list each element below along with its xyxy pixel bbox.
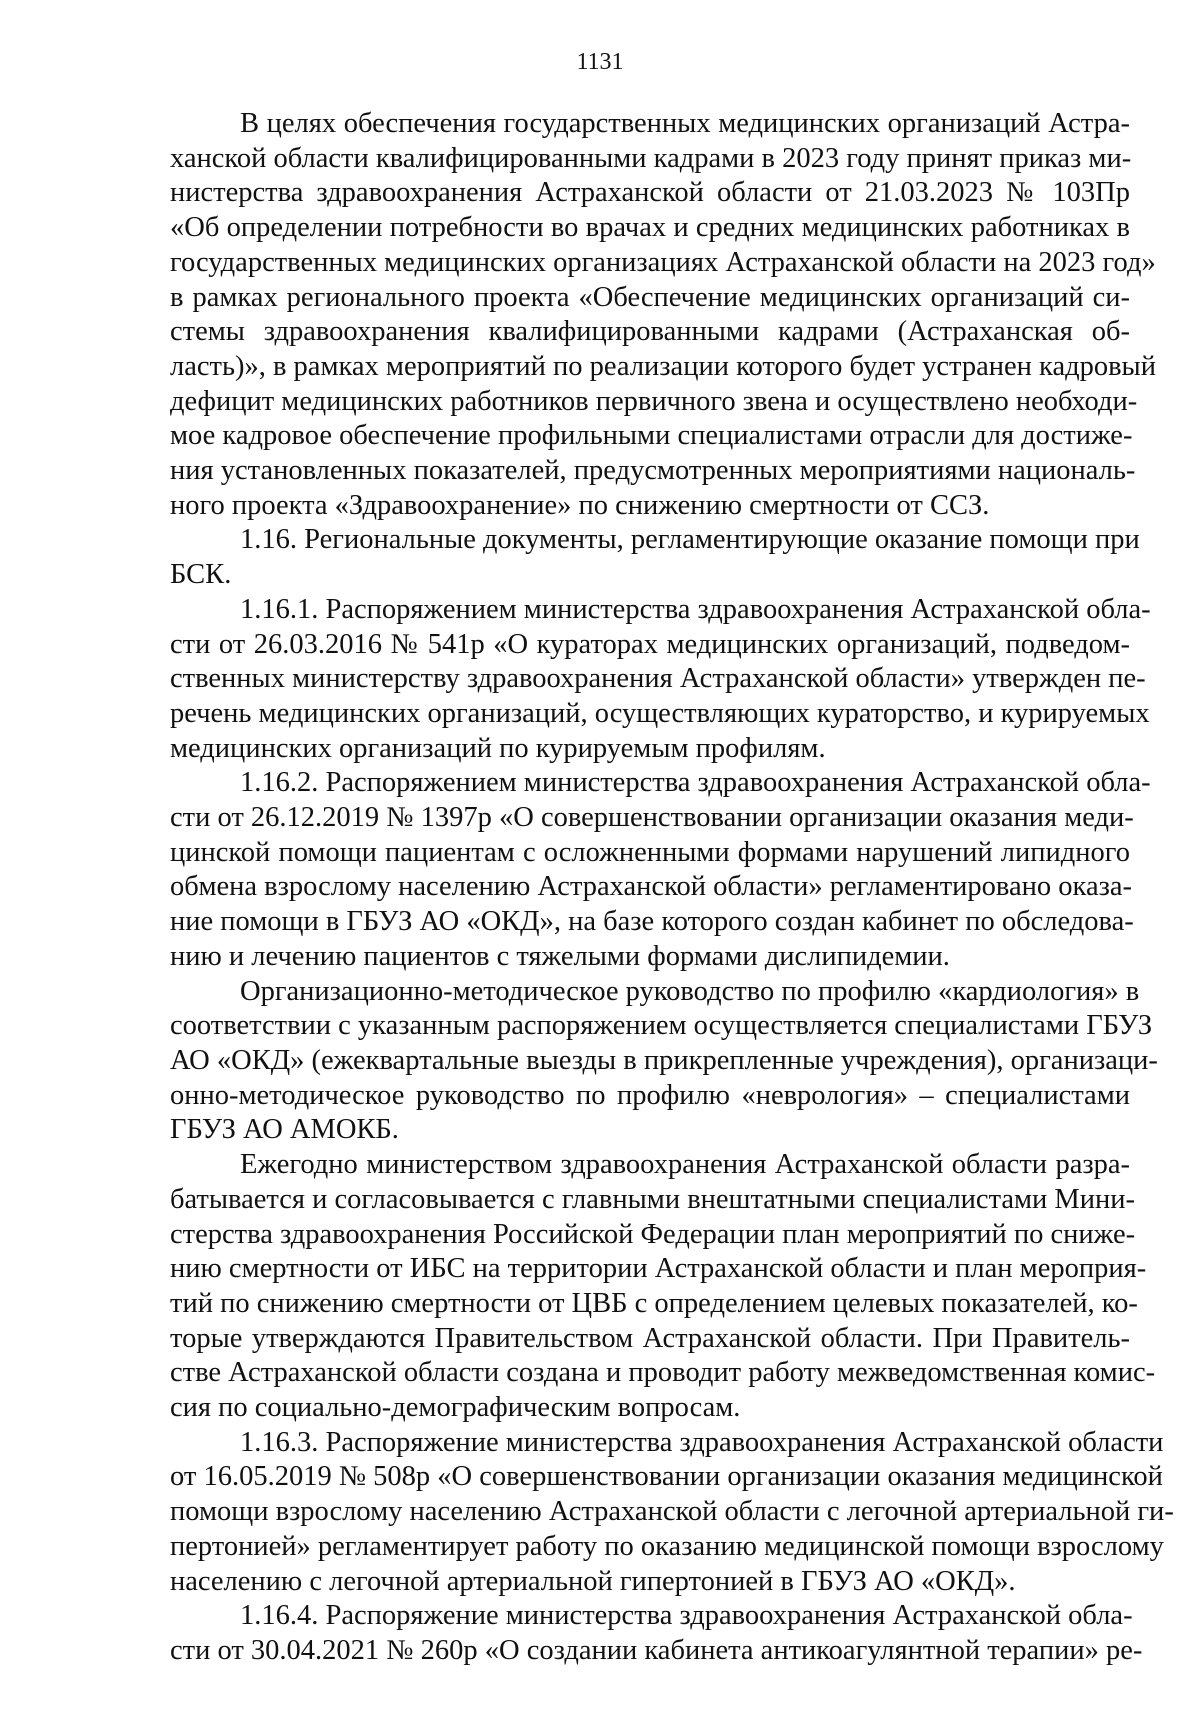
text-line: 1.16. Региональные документы, регламентирующие оказание помощи при (240, 524, 1140, 556)
text-line: дефицит медицинских работников первичного звена и осуществлено необходи- (170, 385, 1138, 417)
text-line: ГБУЗ АО АМОКБ. (170, 1114, 399, 1146)
text-line: Ежегодно министерством здравоохранения Астраханской области разра- (240, 1149, 1130, 1181)
text-line: от 16.05.2019 № 508р «О совершенствовании организации оказания медицинской (170, 1461, 1163, 1493)
text-line: сти от 30.04.2021 № 260р «О создании кабинета антикоагулянтной терапии» ре- (170, 1634, 1143, 1666)
text-line: стве Астраханской области создана и проводит работу межведомственная комис- (170, 1357, 1156, 1389)
text-line: нистерства здравоохранения Астраханской области от 21.03.2023 № 103Пр (170, 177, 1130, 209)
text-line: сти от 26.03.2016 № 541р «О кураторах медицинских организаций, подведом- (170, 628, 1130, 660)
text-line: цинской помощи пациентам с осложненными формами нарушений липидного (170, 836, 1130, 868)
text-line: ласть)», в рамках мероприятий по реализации которого будет устранен кадровый (170, 350, 1156, 382)
text-line: сия по социально-демографическим вопросам. (170, 1392, 741, 1424)
paragraph (170, 1148, 1156, 1426)
text-line: пертонией» регламентирует работу по оказанию медицинской помощи взрослому (170, 1530, 1164, 1562)
text-line: нию и лечению пациентов с тяжелыми формами дислипидемии. (170, 940, 950, 972)
text-line: населению с легочной артериальной гипертонией в ГБУЗ АО «ОКД». (170, 1565, 1016, 1597)
text-line: стерства здравоохранения Российской Федерации план мероприятий по сниже- (170, 1218, 1136, 1250)
text-line: речень медицинских организаций, осуществляющих кураторство, и курируемых (170, 697, 1150, 729)
text-line: 1.16.1. Распоряжением министерства здравоохранения Астраханской обла- (240, 593, 1151, 625)
text-line: ние помощи в ГБУЗ АО «ОКД», на базе которого создан кабинет по обследова- (170, 906, 1134, 938)
text-line: 1.16.3. Распоряжение министерства здравоохранения Астраханской области (240, 1426, 1164, 1458)
text-line: соответствии с указанным распоряжением осуществляется специалистами ГБУЗ (170, 1010, 1153, 1042)
paragraph (170, 593, 1151, 767)
text-line: АО «ОКД» (ежеквартальные выезды в прикрепленные учреждения), организаци- (170, 1044, 1158, 1076)
text-line: 1.16.2. Распоряжением министерства здравоохранения Астраханской обла- (240, 767, 1151, 799)
text-line: батывается и согласовывается с главными внештатными специалистами Мини- (170, 1183, 1136, 1215)
paragraph (170, 523, 1140, 592)
text-line: в рамках регионального проекта «Обеспечение медицинских организаций си- (170, 281, 1130, 313)
paragraph (170, 1426, 1174, 1600)
text-line: стемы здравоохранения квалифицированными кадрами (Астраханская об- (170, 316, 1130, 348)
paragraph (170, 107, 1156, 523)
text-line: медицинских организаций по курируемым профилям. (170, 732, 826, 764)
text-line: «Об определении потребности во врачах и средних медицинских работниках в (170, 212, 1130, 244)
text-line: Организационно-методическое руководство по профилю «кардиология» в (240, 975, 1140, 1007)
paragraph (170, 766, 1151, 974)
paragraph (170, 975, 1158, 1149)
text-line: нию смертности от ИБС на территории Астраханской области и план мероприя- (170, 1253, 1147, 1285)
text-line: онно-методическое руководство по профилю «неврология» – специалистами (170, 1079, 1130, 1111)
paragraph (170, 1599, 1143, 1668)
text-line: ханской области квалифицированными кадрами в 2023 году принят приказ ми- (170, 142, 1132, 174)
text-line: государственных медицинских организациях Астраханской области на 2023 год» (170, 246, 1156, 278)
document-body (170, 107, 1174, 1669)
page-number: 1131 (576, 49, 624, 75)
text-line: ния установленных показателей, предусмотренных мероприятиями националь- (170, 455, 1136, 487)
text-line: ственных министерству здравоохранения Астраханской области» утвержден пе- (170, 663, 1146, 695)
text-line: ного проекта «Здравоохранение» по снижению смертности от ССЗ. (170, 489, 990, 521)
text-line: 1.16.4. Распоряжение министерства здравоохранения Астраханской обла- (240, 1600, 1133, 1632)
text-line: обмена взрослому населению Астраханской области» регламентировано оказа- (170, 871, 1132, 903)
text-line: торые утверждаются Правительством Астраханской области. При Правитель- (170, 1322, 1130, 1354)
text-line: тий по снижению смертности от ЦВБ с определением целевых показателей, ко- (170, 1287, 1138, 1319)
text-line: мое кадровое обеспечение профильными специалистами отрасли для достиже- (170, 420, 1133, 452)
text-line: помощи взрослому населению Астраханской области с легочной артериальной ги- (170, 1496, 1174, 1528)
text-line: В целях обеспечения государственных медицинских организаций Астра- (240, 108, 1130, 139)
text-line: сти от 26.12.2019 № 1397р «О совершенствовании организации оказания меди- (170, 802, 1134, 834)
text-line: БСК. (170, 559, 232, 591)
